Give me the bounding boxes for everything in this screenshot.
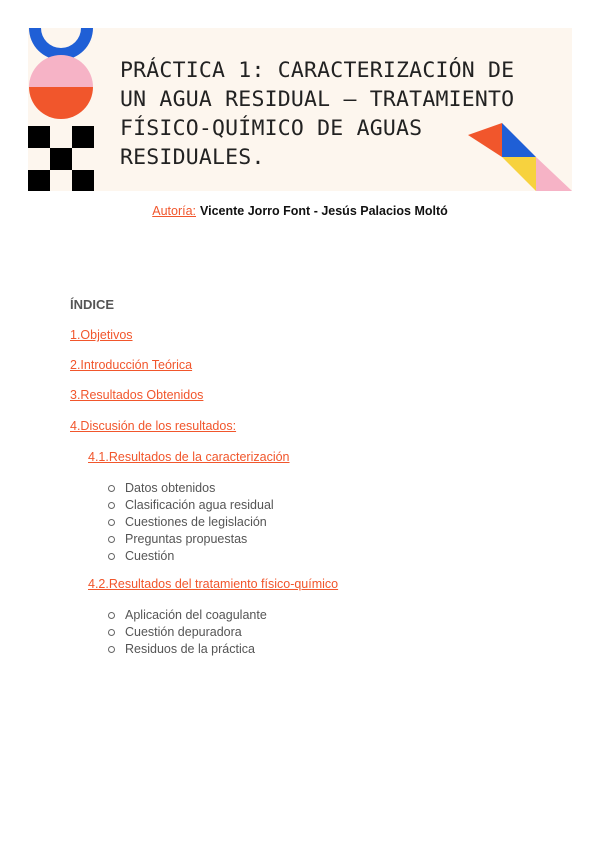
geometric-decoration-left bbox=[28, 28, 94, 191]
tratamiento-bullet-list bbox=[108, 607, 267, 658]
authors-line bbox=[0, 204, 600, 218]
bullet-icon bbox=[108, 536, 115, 543]
title-banner bbox=[28, 28, 572, 191]
bullet-icon bbox=[108, 612, 115, 619]
bullet-icon bbox=[108, 485, 115, 492]
toc-link-objetivos[interactable]: 1.Objetivos bbox=[70, 328, 133, 342]
toc-link-discusion[interactable]: 4.Discusión de los resultados: bbox=[70, 419, 237, 433]
list-item: Clasificación agua residual bbox=[108, 497, 274, 514]
toc-link-tratamiento[interactable]: 4.2.Resultados del tratamiento físico-químico bbox=[88, 577, 339, 591]
bullet-icon bbox=[108, 553, 115, 560]
bullet-icon bbox=[108, 502, 115, 509]
list-item: Residuos de la práctica bbox=[108, 641, 267, 658]
caracterizacion-bullet-list bbox=[108, 480, 274, 565]
bullet-icon bbox=[108, 629, 115, 636]
list-item: Cuestiones de legislación bbox=[108, 514, 274, 531]
toc-link-introduccion[interactable]: 2.Introducción Teórica bbox=[70, 358, 193, 372]
bullet-icon bbox=[108, 646, 115, 653]
index-heading: ÍNDICE bbox=[70, 297, 115, 312]
list-item: Aplicación del coagulante bbox=[108, 607, 267, 624]
toc-link-resultados[interactable]: 3.Resultados Obtenidos bbox=[70, 388, 204, 402]
authors-label[interactable]: Autoría: bbox=[152, 204, 197, 218]
list-item: Datos obtenidos bbox=[108, 480, 274, 497]
authors-names: Vicente Jorro Font - Jesús Palacios Moltó bbox=[200, 204, 448, 218]
list-item: Cuestión depuradora bbox=[108, 624, 267, 641]
document-title: PRÁCTICA 1: CARACTERIZACIÓN DE UN AGUA RESIDUAL – TRATAMIENTO FÍSICO-QUÍMICO DE AGUAS RESIDUALES. bbox=[120, 58, 515, 170]
list-item: Preguntas propuestas bbox=[108, 531, 274, 548]
geometric-decoration-right bbox=[468, 123, 572, 191]
toc-link-caracterizacion[interactable]: 4.1.Resultados de la caracterización bbox=[88, 450, 290, 464]
bullet-icon bbox=[108, 519, 115, 526]
list-item: Cuestión bbox=[108, 548, 274, 565]
